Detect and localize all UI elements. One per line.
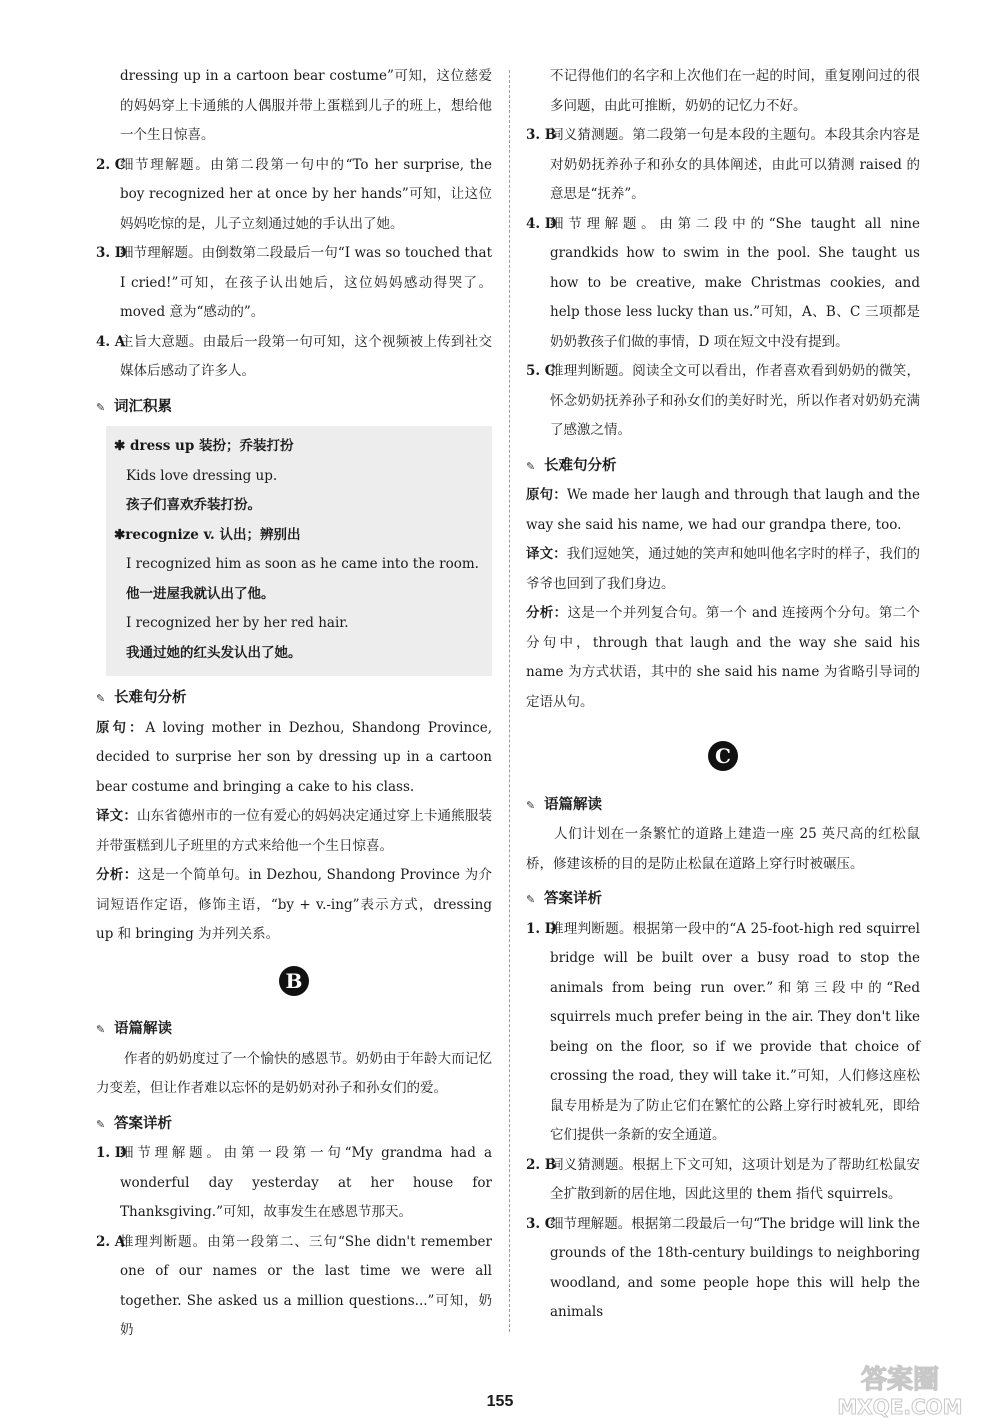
- analysis: 分析：这是一个简单句。in Dezhou, Shandong Province 为介词短语作定语，修饰主语，“by + v.-ing”表示方式，dressing up 和 bringing 为并列关系。: [96, 867, 493, 942]
- answer-item-2: [96, 1228, 492, 1346]
- watermark-text: 答案圈: [860, 1365, 940, 1395]
- answer-number: 4. A: [96, 333, 126, 350]
- original-sentence: 原句：A loving mother in Dezhou, Shandong Province, decided to surprise her son by dressing up in a cartoon bear costume and bringing a cake to his class.: [96, 719, 492, 795]
- vocab-example-translation: 他一进屋我就认出了他。: [126, 585, 275, 602]
- answer-item-1: [526, 915, 920, 1151]
- answer-number: 3. B: [526, 127, 557, 143]
- answer-item-4: [526, 210, 920, 358]
- page-number: 155: [486, 1393, 514, 1410]
- pencil-icon: ✎: [96, 692, 106, 705]
- passage-summary: 人们计划在一条繁忙的道路上建造一座 25 英尺高的红松鼠桥，修建该桥的目的是防止松鼠在道路上穿行时被碾压。: [526, 826, 920, 872]
- answer-text: 细节理解题。由第二段中的“She taught all nine grandkids how to swim in the pool. She taught us how to be creative, make Christmas cookies, and help those less lucky than us.”可知，A、B、C 三项都是奶奶教孩子们做的事情，D 项在短文中没有提到。: [550, 215, 920, 350]
- badge-letter: C: [715, 744, 731, 768]
- vocab-box: [106, 426, 492, 676]
- passage-badge-b: [96, 964, 492, 1010]
- watermark-logo: [820, 1360, 980, 1420]
- section-heading-answers: ✎ 答案详析: [96, 1110, 492, 1140]
- section-heading-vocab: ✎ 词汇积累: [96, 393, 492, 423]
- answer-text: 词义猜测题。根据上下文可知，这项计划是为了帮助红松鼠安全扩散到新的居住地，因此这里的 them 指代 squirrels。: [550, 1156, 920, 1202]
- answer-text: 推理判断题。由第一段第二、三句“She didn't remember one of our names or the last time we were all together. She asked us a million questions...”可知，奶奶: [120, 1233, 492, 1338]
- vocab-entry: ✱ dress up 装扮；乔装打扮: [114, 438, 294, 454]
- analysis: 分析：这是一个并列复合句。第一个 and 连接两个分句。第二个分句中，through that laugh and the way she said his name 为方式状语，其中的 she said his name 为省略引导词的定语从句。: [526, 605, 921, 710]
- pencil-icon: ✎: [526, 798, 536, 812]
- vocab-example: I recognized him as soon as he came into the room.: [126, 556, 479, 572]
- right-column: [526, 62, 920, 1328]
- section-heading-summary: ✎ 语篇解读: [96, 1015, 492, 1045]
- answer-number: 3. D: [96, 245, 127, 261]
- pencil-icon: ✎: [96, 1023, 106, 1036]
- answer-item-1: [96, 1139, 492, 1228]
- answer-number: 5. C: [526, 363, 556, 379]
- vocab-example-translation: 我通过她的红头发认出了她。: [126, 644, 302, 661]
- translation: 译文：我们逗她笑，通过她的笑声和她叫他名字时的样子，我们的爷爷也回到了我们身边。: [526, 546, 921, 592]
- answer-number: 2. C: [96, 156, 126, 173]
- answer-text: 细节理解题。由第二段第一句中的“To her surprise, the boy recognized her at once by her hands”可知，让这位妈妈吃惊的是，儿子立刻通过她的手认出了她。: [120, 156, 492, 232]
- vocab-example: Kids love dressing up.: [126, 467, 278, 484]
- section-heading-long-sentence: ✎ 长难句分析: [96, 684, 492, 714]
- answer-number: 1. D: [526, 920, 557, 937]
- answer-item-3: [96, 239, 492, 328]
- answer-text: 细节理解题。由倒数第二段最后一句“I was so touched that I cried!”可知，在孩子认出她后，这位妈妈感动得哭了。moved 意为“感动的”。: [120, 245, 492, 320]
- answer-continuation: dressing up in a cartoon bear costume”可知，这位慈爱的妈妈穿上卡通熊的人偶服并带上蛋糕到儿子的班上，想给他一个生日惊喜。: [120, 68, 492, 143]
- column-divider: [509, 70, 510, 1332]
- answer-item-3: [526, 121, 920, 210]
- answer-continuation: 不记得他们的名字和上次他们在一起的时间，重复刚问过的很多问题，由此可推断，奶奶的记忆力不好。: [550, 68, 920, 114]
- answer-text: 主旨大意题。由最后一段第一句可知，这个视频被上传到社交媒体后感动了许多人。: [120, 333, 492, 379]
- original-sentence: 原句：We made her laugh and through that laugh and the way she said his name, we had our grandpa there, too.: [526, 487, 920, 533]
- answer-item-4: [96, 328, 492, 387]
- vocab-example: I recognized her by her red hair.: [126, 615, 349, 631]
- answer-item-2: [526, 1151, 920, 1210]
- pencil-icon: ✎: [526, 459, 536, 473]
- answer-text: 细节理解题。根据第二段最后一句“The bridge will link the grounds of the 18th-century buildings to neighboring woodland, and some people hope this will help the animals: [550, 1215, 920, 1320]
- watermark-url: MXQE.COM: [837, 1395, 963, 1419]
- answer-number: 3. C: [526, 1215, 556, 1232]
- section-heading-answers: ✎ 答案详析: [526, 885, 920, 915]
- section-heading-long-sentence: ✎ 长难句分析: [526, 452, 920, 482]
- answer-item-3: [526, 1210, 920, 1328]
- translation: 译文：山东省德州市的一位有爱心的妈妈决定通过穿上卡通熊服装并带蛋糕到儿子班里的方式来给他一个生日惊喜。: [96, 808, 493, 854]
- answer-item-5: [526, 357, 920, 446]
- answer-text: 推理判断题。阅读全文可以看出，作者喜欢看到奶奶的微笑，怀念奶奶抚养孙子和孙女们的美好时光，所以作者对奶奶充满了感激之情。: [550, 363, 920, 438]
- answer-text: 细节理解题。由第一段第一句“My grandma had a wonderful day yesterday at her house for Thanksgiving.”可知，故事发生在感恩节那天。: [120, 1145, 492, 1220]
- answer-number: 1. D: [96, 1145, 127, 1161]
- badge-letter: B: [285, 968, 303, 993]
- answer-text: 推理判断题。根据第一段中的“A 25-foot-high red squirrel bridge will be built over a busy road to stop the animals from being run over.”和第三段中的“Red squirrels much prefer being in the air. They don't like being on the floor, so if we provide that choice of crossing the road, they will take it.”可知，人们修这座松鼠专用桥是为了防止它们在繁忙的公路上穿行时被轧死，即给它们提供一条新的安全通道。: [550, 920, 920, 1143]
- vocab-entry: ✱recognize v. 认出；辨别出: [114, 526, 301, 543]
- vocab-example-translation: 孩子们喜欢乔装打扮。: [126, 497, 261, 513]
- section-heading-summary: ✎ 语篇解读: [526, 791, 920, 821]
- pencil-icon: ✎: [96, 400, 106, 414]
- answer-item-2: [96, 151, 492, 240]
- answer-number: 4. D: [526, 215, 557, 232]
- answer-number: 2. B: [526, 1156, 557, 1173]
- left-column: [96, 62, 492, 1346]
- passage-summary: 作者的奶奶度过了一个愉快的感恩节。奶奶由于年龄大而记忆力变差，但让作者难以忘怀的是奶奶对孙子和孙女们的爱。: [96, 1050, 492, 1096]
- answer-text: 词义猜测题。第二段第一句是本段的主题句。本段其余内容是对奶奶抚养孙子和孙女的具体阐述，由此可以猜测 raised 的意思是“抚养”。: [550, 127, 920, 202]
- pencil-icon: ✎: [96, 1117, 106, 1131]
- pencil-icon: ✎: [526, 893, 536, 906]
- answer-number: 2. A: [96, 1233, 126, 1250]
- passage-badge-c: [526, 739, 920, 785]
